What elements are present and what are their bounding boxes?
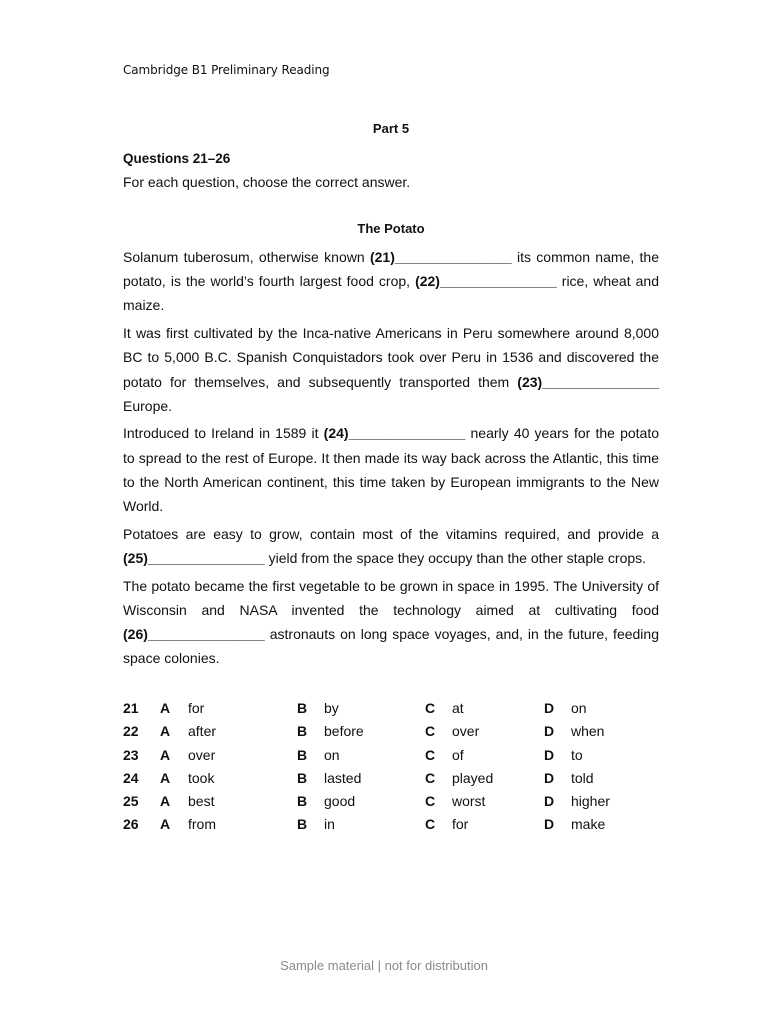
gap-22: (22)_______________ bbox=[415, 273, 557, 290]
option-c-letter: C bbox=[425, 793, 436, 810]
paragraph-text: rice, wheat and maize. bbox=[123, 273, 659, 314]
answer-row-22 bbox=[123, 723, 659, 746]
paragraph-2 bbox=[123, 321, 659, 418]
option-c[interactable]: worst bbox=[452, 793, 486, 810]
paragraph-text: Solanum tuberosum, otherwise known bbox=[123, 249, 370, 265]
option-d[interactable]: on bbox=[571, 700, 587, 716]
option-d[interactable]: make bbox=[571, 816, 606, 833]
option-d-letter: D bbox=[544, 816, 555, 833]
questions-title: Questions 21–26 bbox=[123, 151, 231, 166]
option-b[interactable]: good bbox=[324, 793, 356, 810]
option-b[interactable]: before bbox=[324, 723, 364, 740]
option-d[interactable]: when bbox=[571, 723, 605, 740]
gap-25: (25)_______________ bbox=[123, 549, 265, 566]
option-c[interactable]: of bbox=[452, 746, 464, 763]
option-a[interactable]: over bbox=[188, 746, 216, 763]
option-d-letter: D bbox=[544, 700, 555, 716]
option-d-letter: D bbox=[544, 793, 555, 810]
answer-options bbox=[123, 700, 659, 840]
option-a-letter: A bbox=[160, 769, 171, 786]
paragraph-text: its common name, the potato, is the world’s fourth largest food crop, bbox=[123, 249, 659, 290]
option-c-letter: C bbox=[425, 816, 436, 833]
paragraph-text: nearly 40 years for the potato to spread to the rest of Europe. It then made its way back across the Atlantic, this time to the North American continent, this time taken by European immigrants to the New World. bbox=[123, 425, 659, 515]
option-d-letter: D bbox=[544, 723, 555, 740]
question-number: 25 bbox=[123, 793, 139, 810]
option-b[interactable]: by bbox=[324, 700, 339, 716]
paragraph-text: The potato became the first vegetable to be grown in space in 1995. The University of Wisconsin and NASA invented the technology aimed at cultivating food bbox=[123, 577, 659, 618]
question-number: 26 bbox=[123, 816, 139, 833]
gap-26: (26)_______________ bbox=[123, 626, 265, 643]
part-title: Part 5 bbox=[372, 121, 410, 136]
answer-row-23 bbox=[123, 747, 659, 770]
paragraph-text: Potatoes are easy to grow, contain most of the vitamins required, and provide a bbox=[123, 525, 659, 542]
question-number: 21 bbox=[123, 700, 139, 716]
option-a[interactable]: from bbox=[188, 816, 216, 833]
option-c[interactable]: over bbox=[452, 723, 480, 740]
answer-row-25 bbox=[123, 793, 659, 816]
option-a-letter: A bbox=[160, 816, 171, 833]
option-c-letter: C bbox=[425, 700, 436, 716]
option-b-letter: B bbox=[297, 816, 308, 833]
question-number: 24 bbox=[123, 769, 139, 786]
option-b[interactable]: on bbox=[324, 746, 340, 763]
option-c[interactable]: at bbox=[452, 700, 464, 716]
option-b-letter: B bbox=[297, 746, 308, 763]
option-d[interactable]: to bbox=[571, 746, 583, 763]
option-d[interactable]: higher bbox=[571, 793, 610, 810]
option-a[interactable]: after bbox=[188, 723, 217, 740]
option-c[interactable]: for bbox=[452, 816, 469, 833]
option-c-letter: C bbox=[425, 746, 436, 763]
option-b-letter: B bbox=[297, 793, 308, 810]
paragraph-text: Introduced to Ireland in 1589 it bbox=[123, 425, 324, 442]
option-a-letter: A bbox=[160, 723, 171, 740]
gap-23: (23)_______________ bbox=[517, 373, 659, 390]
paragraph-text: yield from the space they occupy than the other staple crops. bbox=[264, 549, 647, 566]
question-number: 22 bbox=[123, 723, 139, 740]
option-b[interactable]: in bbox=[324, 816, 335, 833]
gap-21: (21)_______________ bbox=[369, 249, 512, 265]
option-b-letter: B bbox=[297, 700, 308, 716]
paragraph-text: It was first cultivated by the Inca-native Americans in Peru somewhere around 8,000 BC to 5,000 B.C. Spanish Conquistadors took over Peru in 1536 and discovered the potato for themselves, and subsequently transported them bbox=[123, 325, 659, 390]
option-a[interactable]: took bbox=[188, 769, 215, 786]
passage-title: The Potato bbox=[357, 221, 425, 236]
answer-row-21 bbox=[123, 700, 659, 723]
footer-note: Sample material | not for distribution bbox=[280, 958, 488, 973]
option-a-letter: A bbox=[160, 700, 171, 716]
answer-row-24 bbox=[123, 770, 659, 793]
paragraph-1 bbox=[123, 245, 659, 318]
instruction-text: For each question, choose the correct answer. bbox=[123, 174, 411, 190]
paragraph-4 bbox=[123, 522, 659, 570]
paragraph-3 bbox=[123, 421, 659, 518]
option-a-letter: A bbox=[160, 746, 171, 763]
option-b[interactable]: lasted bbox=[324, 769, 362, 786]
paragraph-text: astronauts on long space voyages, and, in the future, feeding space colonies. bbox=[123, 626, 659, 667]
option-a-letter: A bbox=[160, 793, 171, 810]
option-c-letter: C bbox=[425, 769, 436, 786]
option-b-letter: B bbox=[297, 723, 308, 740]
question-number: 23 bbox=[123, 746, 139, 763]
option-d[interactable]: told bbox=[571, 769, 594, 786]
option-a[interactable]: best bbox=[188, 793, 215, 810]
option-c[interactable]: played bbox=[452, 769, 494, 786]
option-c-letter: C bbox=[425, 723, 436, 740]
gap-24: (24)_______________ bbox=[323, 425, 466, 442]
paragraph-5 bbox=[123, 574, 659, 671]
passage bbox=[123, 245, 659, 674]
answer-row-26 bbox=[123, 816, 659, 839]
document-header: Cambridge B1 Preliminary Reading bbox=[123, 63, 330, 77]
option-d-letter: D bbox=[544, 769, 555, 786]
option-d-letter: D bbox=[544, 746, 555, 763]
option-a[interactable]: for bbox=[188, 700, 205, 716]
option-b-letter: B bbox=[297, 769, 308, 786]
paragraph-text: Europe. bbox=[123, 397, 173, 414]
